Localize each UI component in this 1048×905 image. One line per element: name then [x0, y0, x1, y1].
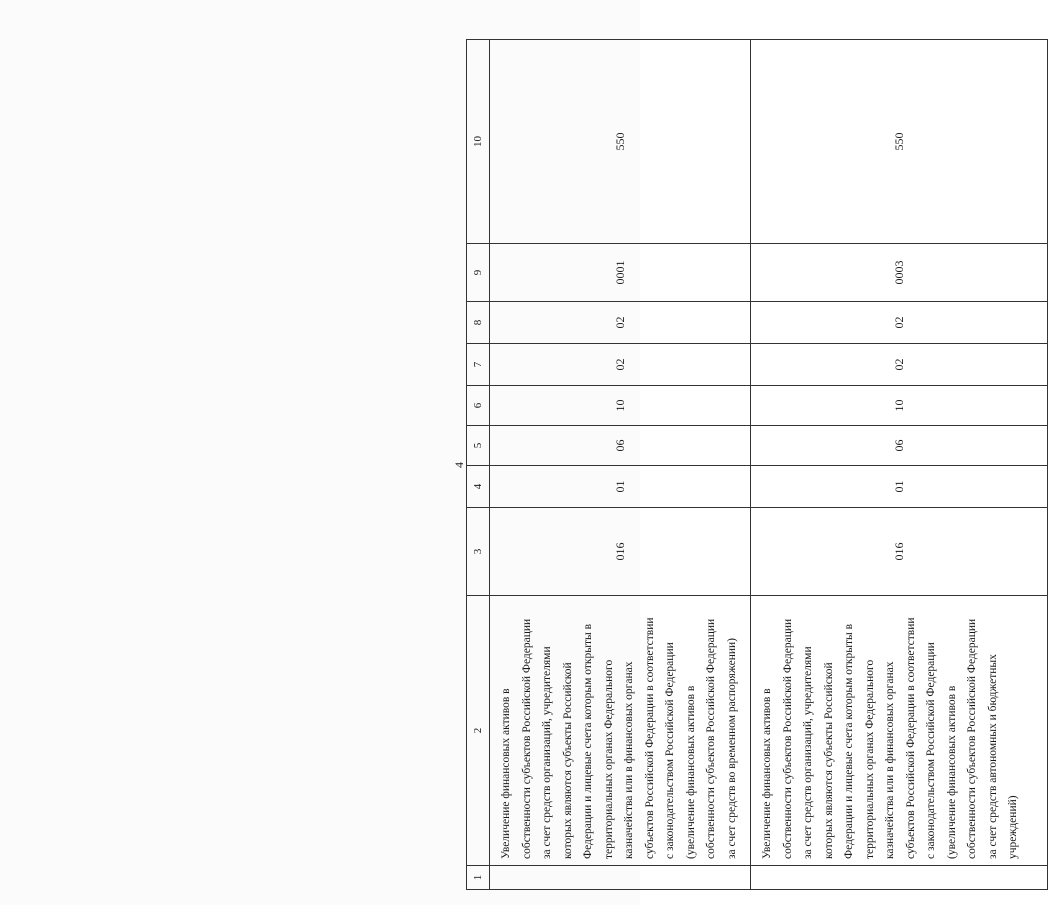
- code-cell: 06: [751, 426, 1048, 466]
- code-cell: 10: [490, 386, 751, 426]
- row-number-cell: [751, 866, 1048, 890]
- classification-table: [466, 39, 1048, 890]
- table-row: [751, 40, 1048, 890]
- header-cell: 2: [467, 596, 490, 866]
- code-cell: 016: [751, 508, 1048, 596]
- header-cell: 1: [467, 866, 490, 890]
- code-cell: 10: [751, 386, 1048, 426]
- description-cell: Увеличение финансовых активов в собственности субъектов Российской Федерации за счет средств организаций, учредителями которых являются субъекты Российской Федерации и лицевые счета которым открыты в территориальных органах Федерального казначейства или в финансовых органах субъектов Российской Федерации в соответствии с законодательством Российской Федерации (увеличение финансовых активов в собственности субъектов Российской Федерации за счет средств во временном распоряжении): [490, 596, 751, 866]
- code-cell: 02: [490, 302, 751, 344]
- table-row: [490, 40, 751, 890]
- header-cell: 7: [467, 344, 490, 386]
- code-cell: 0003: [751, 244, 1048, 302]
- header-cell: 6: [467, 386, 490, 426]
- code-cell: 550: [490, 40, 751, 244]
- rotated-content: [26, 40, 1019, 890]
- header-cell: 8: [467, 302, 490, 344]
- code-cell: 02: [751, 344, 1048, 386]
- description-cell: Увеличение финансовых активов в собственности субъектов Российской Федерации за счет средств организаций, учредителями которых являются субъекты Российской Федерации и лицевые счета которым открыты в территориальных органах Федерального казначейства или в финансовых органах субъектов Российской Федерации в соответствии с законодательством Российской Федерации (увеличение финансовых активов в собственности субъектов Российской Федерации за счет средств автономных и бюджетных учреждений): [751, 596, 1048, 866]
- code-cell: 550: [751, 40, 1048, 244]
- code-cell: 016: [490, 508, 751, 596]
- code-cell: 01: [751, 466, 1048, 508]
- code-cell: 06: [490, 426, 751, 466]
- header-cell: 3: [467, 508, 490, 596]
- code-cell: 01: [490, 466, 751, 508]
- row-number-cell: [490, 866, 751, 890]
- code-cell: 02: [751, 302, 1048, 344]
- header-cell: 9: [467, 244, 490, 302]
- code-cell: 0001: [490, 244, 751, 302]
- page-number: 4: [452, 462, 466, 468]
- code-cell: 02: [490, 344, 751, 386]
- header-row: [467, 40, 490, 890]
- header-cell: 4: [467, 466, 490, 508]
- header-cell: 10: [467, 40, 490, 244]
- header-cell: 5: [467, 426, 490, 466]
